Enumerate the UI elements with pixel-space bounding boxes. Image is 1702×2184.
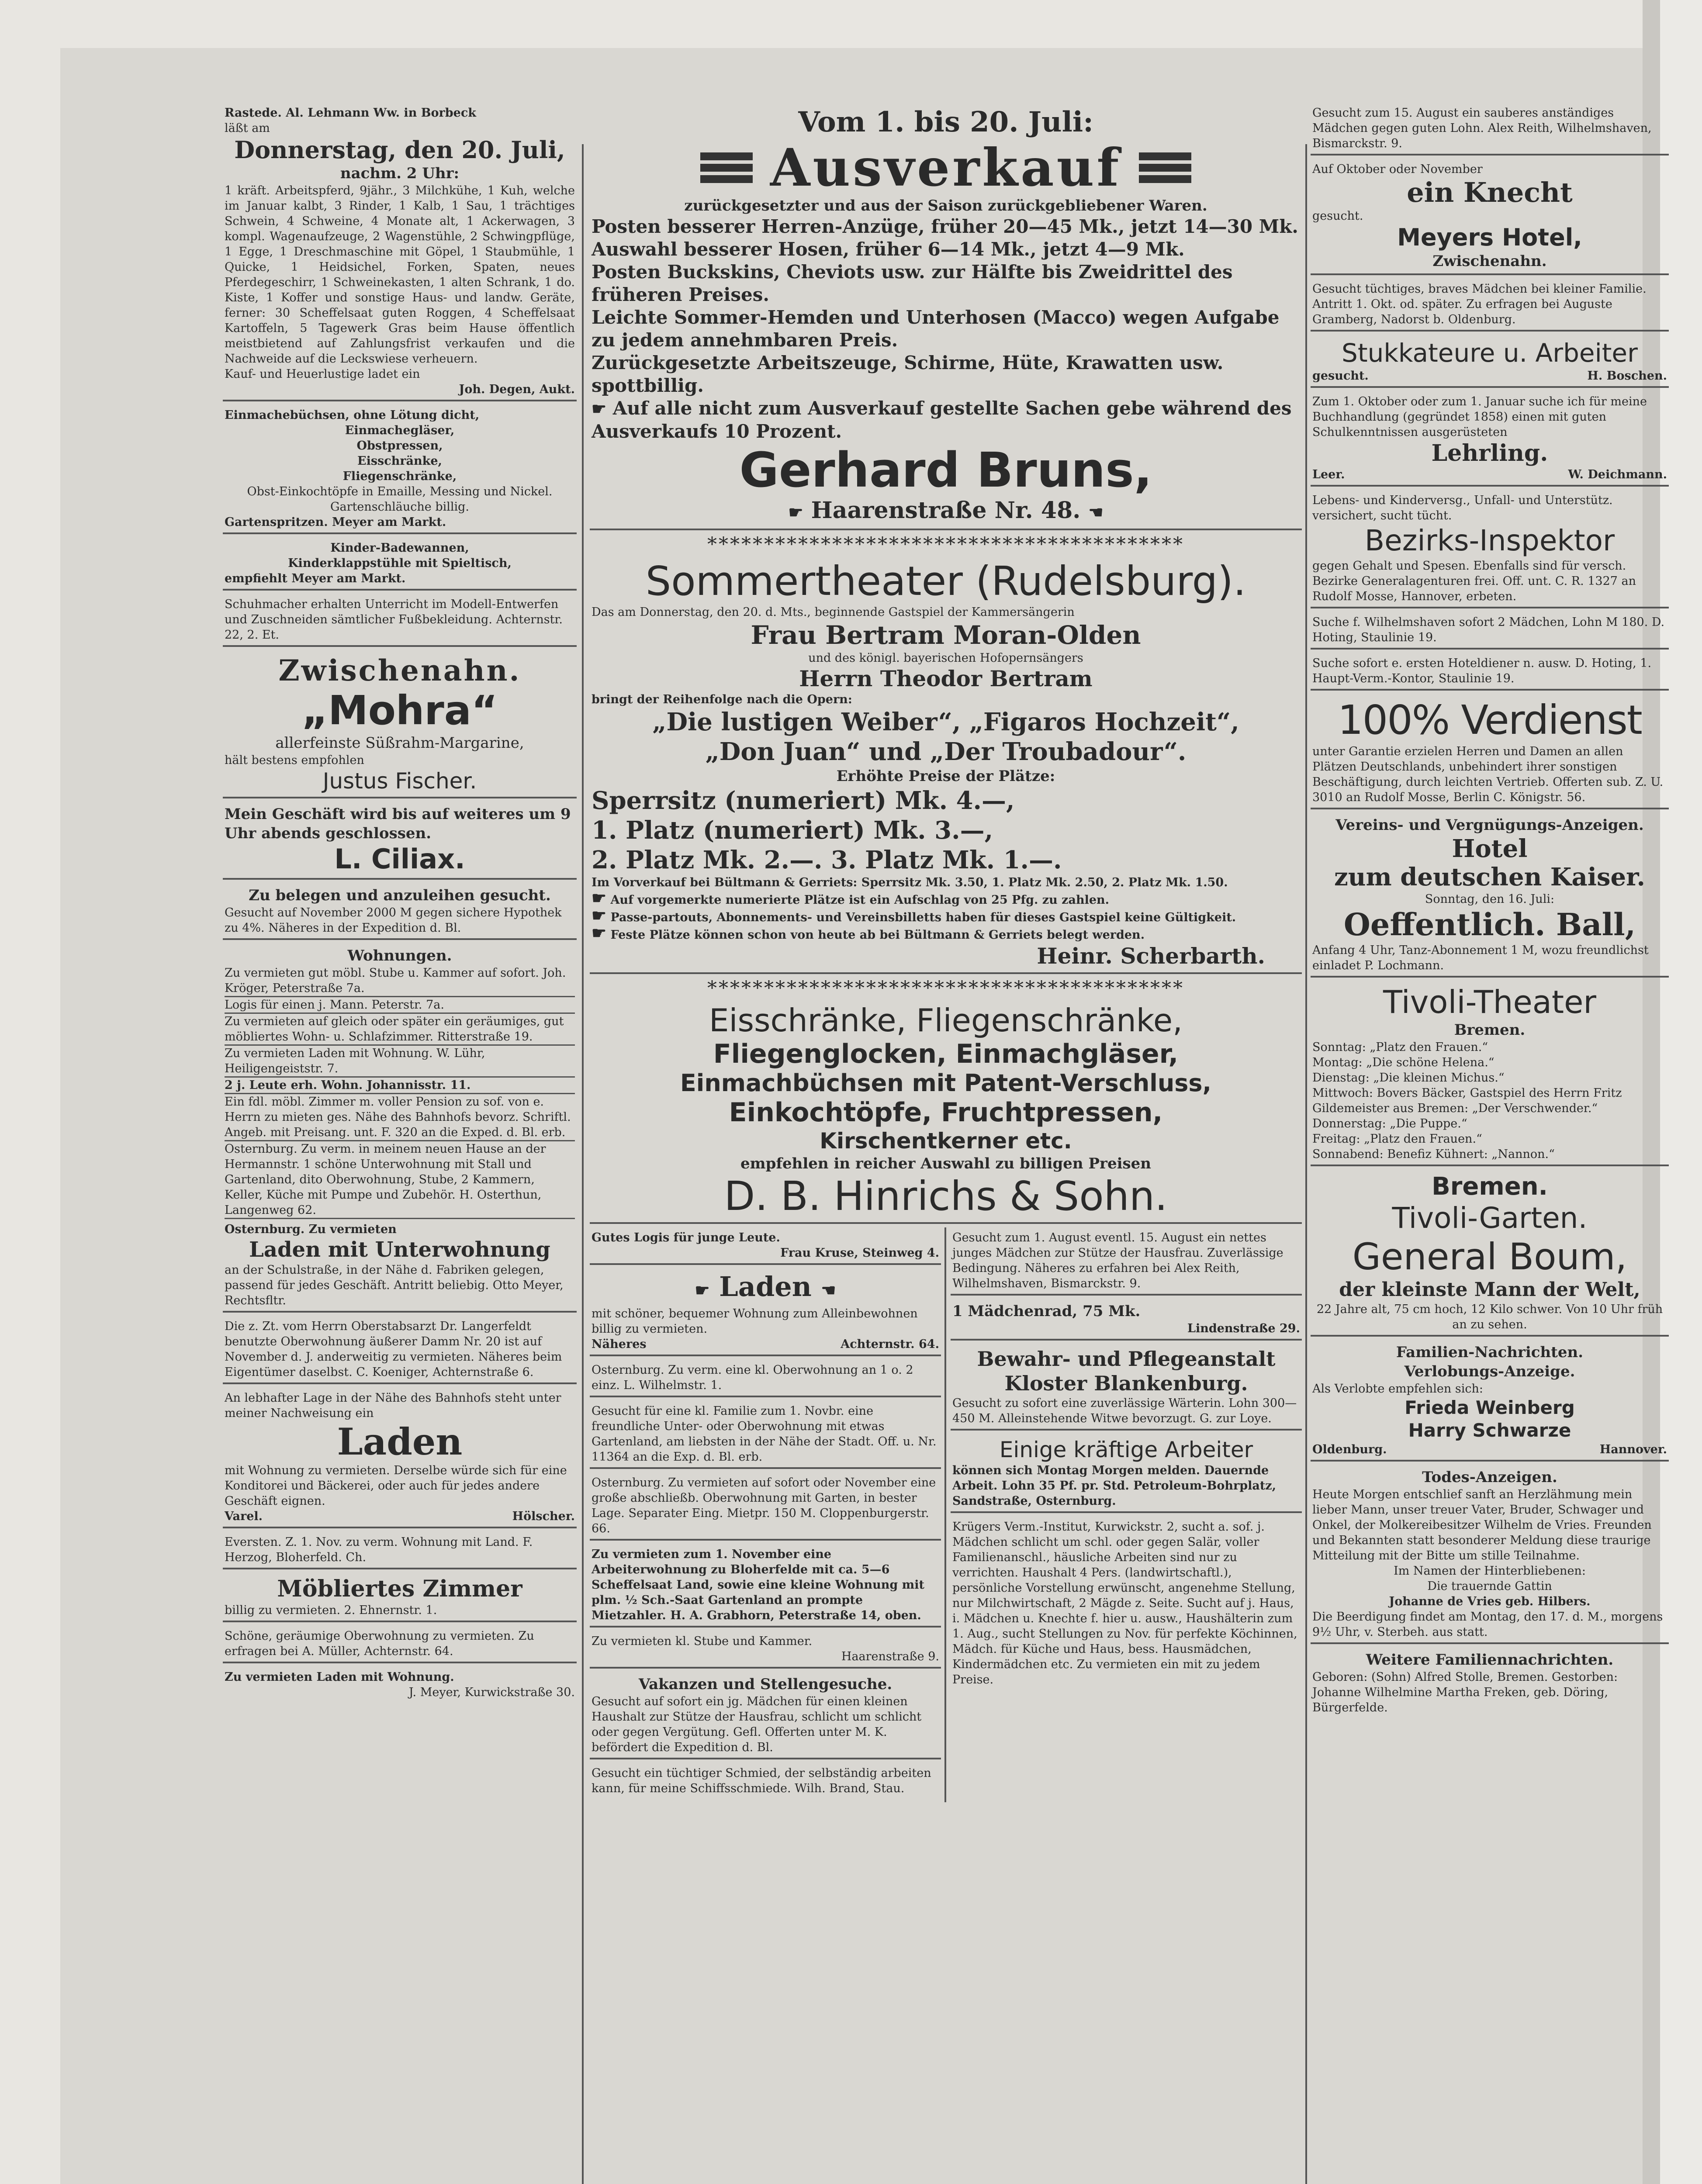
sommertheater-ad [590,556,1302,974]
laden-intro: An lebhafter Lage in der Nähe des Bahnhofs steht unter meiner Nachweisung ein [225,1391,561,1420]
ciliax-text: Mein Geschäft wird bis auf weiteres um 9 Uhr abends geschlossen. [225,805,571,842]
mohra-line-1: allerfeinste Süßrahm-Margarine, [275,734,524,752]
tivoli-theater-ad [1311,981,1669,1166]
center-lower-left [590,1227,946,1802]
laden-meyer-ad [223,1667,577,1703]
meyer-line-1: Einmachebüchsen, ohne Lötung dicht, [225,408,480,422]
theater-sig: Heinr. Scherbarth. [1037,943,1265,969]
lehrling-intro: Zum 1. Oktober oder zum 1. Januar suche ich für meine Buchhandlung (gegründet 1858) einen mit guten Schulkenntnissen ausgerüsteten [1312,395,1647,439]
mohra-town: Zwischenahn. [278,653,521,688]
theater-bring: bringt der Reihenfolge nach die Opern: [592,693,852,706]
laden-unterwohnung-ad [223,1219,577,1313]
wohnung-item-4: Zu vermieten Laden mit Wohnung. W. Lühr, Heiligengeiststr. 7. [225,1046,575,1078]
laden-unterwohnung-title: Laden mit Unterwohnung [249,1237,550,1262]
todes-body: Heute Morgen entschlief sanft an Herzlähmung mein lieber Mann, unser treuer Vater, Bruder, Schwager und Onkel, der Molkereibesitzer Wilhelm de Vries. Freunden und Bekannten statt besonderer Meldung diese traurige Mitteilung mit der Bitte um stille Teilnahme. [1312,1488,1652,1562]
arbeiter-ad [951,1434,1302,1513]
tivoli-garten-title: Tivoli-Garten. [1392,1201,1588,1235]
boum-sub: der kleinste Mann der Welt, [1339,1279,1640,1301]
kinder-ad [223,538,577,591]
center-lower-right [951,1227,1302,1802]
kinder-line-2: Kinderklappstühle mit Spieltisch, [288,556,512,570]
logis-ad [590,1227,941,1265]
pointing-hand-icon: ☚ [821,1280,836,1300]
pointing-hand-icon: ☛ [592,923,607,943]
arbeiterwohnung-ad [590,1544,941,1628]
theater-intro: Das am Donnerstag, den 20. d. Mts., beginnende Gastspiel der Kammersängerin [592,605,1075,619]
osternburg-garten-ad [590,1472,941,1541]
wohnungen-head: Wohnungen. [347,947,452,964]
ciliax-sig: L. Ciliax. [334,843,465,875]
mohra-ad [223,650,577,798]
theater-and: und des königl. bayerischen Hofopernsängers [808,651,1083,665]
mueller-text: Schöne, geräumige Oberwohnung zu vermieten. Zu erfragen bei A. Müller, Achternstr. 64. [225,1629,534,1658]
knecht-ad [1311,159,1669,275]
theater-price-1: Sperrsitz (numeriert) Mk. 4.—, [592,786,1015,815]
tivoli-program-7: Sonnabend: Benefiz Kühnert: „Nannon.“ [1312,1147,1555,1161]
familie-gesucht-ad [590,1401,941,1469]
maedchen-reith-text: Gesucht zum 1. August eventl. 15. August ein nettes junges Mädchen zur Stütze der Hausfrau. Zuverlässige Bedingung. Näheres zu erfahren bei Alex Reith, Wilhelmshaven, Bismarckstr. 9. [952,1231,1283,1290]
ausverkauf-line-2: Auswahl besserer Hosen, früher 6—14 Mk., jetzt 4—9 Mk. [592,238,1185,260]
bruns-firm: Gerhard Bruns, [739,442,1152,498]
wohnung-item-6: Ein fdl. möbl. Zimmer m. voller Pension zu sof. von e. Herrn zu mieten ges. Nähe des Bahnhofs bevorz. Schriftl. Angeb. mit Preisang. unt. F. 320 an die Exped. d. Bl. erb. [225,1094,575,1141]
todes-head: Todes-Anzeigen. [1422,1469,1557,1486]
lehrling-title: Lehrling. [1431,440,1548,467]
osternburg-kl-text: Osternburg. Zu verm. eine kl. Oberwohnung an 1 o. 2 einz. L. Wilhelmstr. 1. [592,1363,913,1392]
laden-meyer-line-1: Zu vermieten Laden mit Wohnung. [225,1670,454,1684]
laden-place: Varel. [225,1510,263,1523]
meyers-hotel: Meyers Hotel, [1397,224,1582,251]
laden-wohnung-title: Laden [719,1271,812,1303]
osternburg-garten-text: Osternburg. Zu vermieten auf sofort oder November eine große abschließb. Oberwohnung mit Garten, in bester Lage. Separater Eing. Mietpr. 150 M. Cloppenburgerstr. 66. [592,1476,936,1535]
auction-body: 1 kräft. Arbeitspferd, 9jähr., 3 Milchkühe, 1 Kuh, welche im Januar kalbt, 3 Rinder, 1 Kalb, 1 Sau, 1 trächtiges Schwein, 4 Schweine, 4 Monate alt, 1 Ackerwagen, 3 kompl. Wagenaufzeuge, 2 Wagenstühle, 2 Schwingpflüge, 1 Egge, 1 Dreschmaschine mit Göpel, 1 Staubmühle, 1 Quicke, 1 Heidsichel, Forken, Spaten, neues Pferdegeschirr, 1 Schweinekasten, 1 alten Schrank, 1 do. Kiste, 1 Koffer und sonstige Haus- und landw. Geräte, ferner: 30 Scheffelsaat guten Roggen, 4 Scheffelsaat Kartoffeln, 5 Tagewerk Gras beim Hause öffentlich meistbietend auf Zahlungsfrist verkaufen und die Nachweide auf die Leckswiese verheuern. [225,184,575,366]
oberwohnung-mueller-ad [223,1626,577,1663]
wohnung-item-7: Osternburg. Zu verm. in meinem neuen Hause an der Hermannstr. 1 schöne Unterwohnung mit Stall und Gartenland, dito Oberwohnung, Stube, 2 Kammern, Keller, Küche mit Pumpe und Zubehör. H. Osterthun, Langenweg 62. [225,1141,575,1219]
moebliertes-zimmer-ad [223,1573,577,1622]
verlobung-sub: Verlobungs-Anzeige. [1404,1363,1575,1380]
tivoli-program-4: Mittwoch: Bovers Bäcker, Gastspiel des Herrn Fritz Gildemeister aus Bremen: „Der Verschwender.“ [1312,1086,1622,1115]
maedchen-gramberg-ad [1311,279,1669,332]
column-left [223,103,577,2184]
general-boum: General Boum, [1352,1235,1627,1278]
bruns-address: Haarenstraße Nr. 48. [811,497,1081,524]
decor-bars-left [700,152,753,183]
stube-kammer-line-1: Zu vermieten kl. Stube und Kammer. [592,1635,813,1648]
meyer-line-5: Fliegenschränke, [342,470,457,483]
tivoli-theater-title: Tivoli-Theater [1383,984,1596,1020]
schuhmacher-ad [223,594,577,647]
hinrichs-firm: D. B. Hinrichs & Sohn. [724,1173,1168,1220]
meyer-line-4: Eisschränke, [357,454,442,468]
maedchenrad-line-2: Lindenstraße 29. [1187,1322,1300,1335]
boum-body: 22 Jahre alt, 75 cm hoch, 12 Kilo schwer. Von 10 Uhr früh an zu sehen. [1316,1303,1663,1331]
vakanzen-text: Gesucht auf sofort ein jg. Mädchen für einen kleinen Haushalt zur Stütze der Hausfrau, schlicht um schlicht oder gegen Vergütung. Gefl. Offerten unter M. K. befördert die Expedition d. Bl. [592,1695,922,1754]
pointing-hand-icon: ☛ [592,399,607,418]
todes-ad [1311,1465,1669,1644]
ausverkauf-line-1: Posten besserer Herren-Anzüge, früher 20—45 Mk., jetzt 14—30 Mk. [592,216,1298,237]
weitere-head: Weitere Familiennachrichten. [1366,1651,1614,1669]
mohra-sig: Justus Fischer. [322,768,477,794]
stukkateure-gesucht: gesucht. [1312,369,1369,383]
auction-sig-1: Kauf- und Heuerlustige ladet ein [225,367,420,381]
theater-prices-head: Erhöhte Preise der Plätze: [836,767,1055,785]
wohnung-item-5: 2 j. Leute erh. Wohn. Johannisstr. 11. [225,1078,575,1094]
zimmer-title: Möbliertes Zimmer [277,1576,522,1602]
kaiser-date: Sonntag, den 16. Juli: [1425,892,1555,906]
familien-head: Familien-Nachrichten. [1396,1344,1584,1361]
tivoli-program-3: Dienstag: „Die kleinen Michus.“ [1312,1071,1505,1085]
hoteldiener-text: Suche sofort e. ersten Hoteldiener n. ausw. D. Hoting, 1. Haupt-Verm.-Kontor, Staulinie 19. [1312,657,1652,685]
hoting-maedchen-text: Suche f. Wilhelmshaven sofort 2 Mädchen, Lohn M 180. D. Hoting, Staulinie 19. [1312,615,1665,644]
auction-ad [223,103,577,401]
tivoli-theater-city: Bremen. [1454,1021,1526,1039]
pointing-hand-icon: ☚ [1088,502,1104,522]
schmied-text: Gesucht ein tüchtiger Schmied, der selbständig arbeiten kann, für meine Schiffsschmiede. Wilh. Brand, Stau. [592,1766,931,1795]
maedchenrad-line-1: 1 Mädchenrad, 75 Mk. [952,1303,1141,1320]
column-right [1311,103,1669,2184]
stukkateure-ad [1311,335,1669,388]
laden-wohnung-sig-1: Näheres [592,1337,647,1351]
hinrichs-line-2: Einmachbüchsen mit Patent-Verschluss, [680,1069,1212,1097]
laden-unterwohnung-body: an der Schulstraße, in der Nähe d. Fabriken gelegen, passend für jedes Geschäft. Antritt beliebig. Otto Meyer, Rechtsfltr. [225,1263,564,1307]
pointing-hand-icon: ☛ [788,502,803,522]
theater-star-1: Frau Bertram Moran-Olden [751,620,1141,650]
kaiser-title-2: zum deutschen Kaiser. [1334,863,1646,892]
tivoli-garten-city: Bremen. [1432,1172,1548,1201]
kaiser-ad [1311,813,1669,978]
verdienst-ad [1311,694,1669,809]
auction-line-1: Rastede. Al. Lehmann Ww. in Borbeck [225,106,476,120]
weitere-ad [1311,1648,1669,1718]
todes-funeral: Die Beerdigung findet am Montag, den 17. d. M., morgens 9½ Uhr, v. Sterbeh. aus statt. [1312,1610,1663,1639]
hypothek-body: Gesucht auf November 2000 M gegen sichere Hypothek zu 4%. Näheres in der Expedition d. Bl. [225,906,562,935]
hinrichs-line-1: Fliegenglocken, Einmachgläser, [713,1039,1179,1069]
hinrichs-line-3: Einkochtöpfe, Fruchtpressen, [729,1097,1163,1128]
auction-time: nachm. 2 Uhr: [340,165,460,182]
blankenburg-body: Gesucht zu sofort eine zuverlässige Wärterin. Lohn 300—450 M. Alleinstehende Witwe bevorzugt. G. zur Loye. [952,1396,1297,1425]
ausverkauf-line-5: Zurückgesetzte Arbeitszeuge, Schirme, Hüte, Krawatten usw. spottbillig. [592,352,1224,396]
theater-title: Sommertheater (Rudelsburg). [645,558,1246,605]
knecht-intro: Auf Oktober oder November [1312,162,1483,176]
column-rule-1 [582,144,584,2184]
tivoli-program-2: Montag: „Die schöne Helena.“ [1312,1056,1494,1069]
hinrichs-recommend: empfehlen in reicher Auswahl zu billigen Preisen [740,1155,1151,1172]
kruegers-text: Krügers Verm.-Institut, Kurwickstr. 2, sucht a. sof. j. Mädchen schlicht um schl. oder gegen Salär, voller Familienanschl., häusliche Arbeiten sind nur zu verrichten. Haushalt 4 Pers. (landwirtschaftl.), persönliche Vorstellung erwünscht, angenehme Stellung, nur Milchwirtschaft, 2 Mägde z. Seite. Sucht auf j. Haus, i. Mädchen u. Knechte f. hier u. ausw., Haushälterin zum 1. Aug., sucht Stellungen zu Nov. für perfekte Köchinnen, Mädch. für Küche und Haus, bess. Hausmädchen, Kindermädchen etc. Zu vermieten ein mit zu jedem Preise. [952,1520,1297,1686]
verlobung-ad [1311,1340,1669,1462]
blankenburg-title-2: Kloster Blankenburg. [1004,1372,1248,1395]
theater-price-2: 1. Platz (numeriert) Mk. 3.—, [592,816,993,845]
inspektor-ad [1311,490,1669,608]
pointing-hand-icon: ☛ [695,1280,710,1300]
column-rule-2 [1305,144,1307,2184]
theater-operas-1: „Die lustigen Weiber“, „Figaros Hochzeit“, [652,708,1239,736]
wohnung-item-3: Zu vermieten auf gleich oder später ein geräumiges, gut möbliertes Wohn- u. Schlafzimmer. Ritterstraße 19. [225,1014,575,1046]
schuhmacher-text: Schuhmacher erhalten Unterricht im Modell-Entwerfen und Zuschneiden sämtlicher Fußbekleidung. Achternstr. 22, 2. Et. [225,598,563,642]
todes-sig-2: Die trauernde Gattin [1427,1579,1552,1593]
theater-vorverkauf: Im Vorverkauf bei Bültmann & Gerriets: Sperrsitz Mk. 3.50, 1. Platz Mk. 2.50, 2. Platz Mk. 1.50. [592,876,1228,889]
auction-date: Donnerstag, den 20. Juli, [234,136,565,164]
knecht-gesucht: gesucht. [1312,209,1363,223]
todes-sig-3: Johanne de Vries geb. Hilbers. [1389,1595,1591,1608]
laden-title: Laden [337,1420,463,1463]
laden-body: mit Wohnung zu vermieten. Derselbe würde sich für eine Konditorei und Bäckerei, oder auch für jedes andere Geschäft eignen. [225,1464,567,1508]
kinder-line-3: empfiehlt Meyer am Markt. [225,572,406,585]
vakanzen-head: Vakanzen und Stellengesuche. [638,1676,893,1693]
arbeiter-body: können sich Montag Morgen melden. Dauernde Arbeit. Lohn 35 Pf. pr. Std. Petroleum-Bohrplatz, Sandstraße, Osternburg. [952,1464,1276,1508]
meyer-line-7: Gartenschläuche billig. [330,500,470,514]
kruegers-ad [951,1517,1302,1690]
meyer-line-3: Obstpressen, [356,439,443,453]
pointing-hand-icon: ☛ [592,905,607,925]
kaiser-body: Anfang 4 Uhr, Tanz-Abonnement 1 M, wozu freundlichst einladet P. Lochmann. [1312,943,1649,972]
tivoli-garten-ad [1311,1170,1669,1337]
hinrichs-line-4: Kirschentkerner etc. [820,1128,1072,1154]
laden-unterwohnung-head: Osternburg. Zu vermieten [225,1223,397,1236]
wohnung-item-2: Logis für einen j. Mann. Peterstr. 7a. [225,997,575,1014]
oberwohnung-ad [223,1316,577,1384]
stube-kammer-line-2: Haarenstraße 9. [841,1650,939,1663]
todes-sig-1: Im Namen der Hinterbliebenen: [1394,1564,1586,1578]
stukkateure-sig: H. Boschen. [1587,369,1667,383]
wohnungen-section [223,943,577,1219]
decor-bars-right [1139,152,1191,183]
hypothek-head: Zu belegen und anzuleihen gesucht. [249,887,551,904]
ciliax-ad [223,802,577,880]
theater-price-3: 2. Platz Mk. 2.—. 3. Platz Mk. 1.—. [592,846,1062,874]
maedchen-gramberg-text: Gesucht tüchtiges, braves Mädchen bei kleiner Familie. Antritt 1. Okt. od. später. Zu erfragen bei Auguste Gramberg, Nadorst b. Oldenburg. [1312,282,1647,326]
hinrichs-title: Eisschränke, Fliegenschränke, [709,1002,1183,1039]
vakanzen-ad [590,1672,941,1759]
ausverkauf-title: Ausverkauf [770,137,1122,198]
kaiser-title-1: Hotel [1452,834,1528,863]
hypothek-ad [223,883,577,940]
blankenburg-title-1: Bewahr- und Pflegeanstalt [977,1347,1276,1371]
oberwohnung-text: Die z. Zt. vom Herrn Oberstabsarzt Dr. Langerfeldt benutzte Oberwohnung äußerer Damm Nr. 20 ist auf November d. J. anderweitig zu vermieten. Näheres beim Eigentümer daselbst. C. Koeniger, Achternstraße 6. [225,1320,562,1379]
ausverkauf-date: Vom 1. bis 20. Juli: [798,106,1093,138]
mohra-brand: „Mohra“ [301,687,498,734]
verlobung-intro: Als Verlobte empfehlen sich: [1312,1382,1483,1396]
meyers-hotel-place: Zwischenahn. [1432,252,1547,270]
stube-kammer-ad [590,1631,941,1669]
ausverkauf-ad [590,103,1302,530]
zimmer-body: billig zu vermieten. 2. Ehnernstr. 1. [225,1603,437,1617]
laden-ad [223,1388,577,1528]
tivoli-program-6: Freitag: „Platz den Frauen.“ [1312,1132,1482,1146]
kaiser-event: Oeffentlich. Ball, [1343,906,1636,943]
verdienst-body: unter Garantie erzielen Herren und Damen an allen Plätzen Deutschlands, unbehindert ihrer sonstigen Beschäftigung, durch leichten Vertrieb. Offerten sub. Z. U. 3010 an Rudolf Mosse, Berlin C. Königstr. 56. [1312,745,1664,804]
laden-meyer-line-2: J. Meyer, Kurwickstraße 30. [408,1686,575,1699]
inspektor-intro: Lebens- und Kinderversg., Unfall- und Unterstütz. versichert, sucht tücht. [1312,494,1613,522]
laden-wohnung-ad [590,1268,941,1356]
theater-note-2: Passe-partouts, Abonnements- und Vereinsbilletts haben für dieses Gastspiel keine Gültigkeit. [610,911,1236,924]
inspektor-title: Bezirks-Inspektor [1364,524,1615,557]
ausverkauf-line-3: Posten Buckskins, Cheviots usw. zur Hälfte bis Zweidrittel des früheren Preises. [592,261,1233,305]
ausverkauf-line-4: Leichte Sommer-Hemden und Unterhosen (Macco) wegen Aufgabe zu jedem annehmbaren Preis. [592,307,1280,351]
verdienst-title: 100% Verdienst [1338,697,1642,743]
meyer-goods-ad [223,405,577,534]
tivoli-program-5: Donnerstag: „Die Puppe.“ [1312,1117,1467,1130]
wohnung-item-1: Zu vermieten gut möbl. Stube u. Kammer auf sofort. Joh. Kröger, Peterstraße 7a. [225,965,575,997]
hoting-maedchen-ad [1311,612,1669,650]
eversten-ad [223,1532,577,1569]
schmied-ad [590,1763,941,1799]
pointing-hand-icon: ☛ [592,888,607,908]
tivoli-program-1: Sonntag: „Platz den Frauen.“ [1312,1040,1488,1054]
verlobt-place-2: Hannover. [1599,1443,1667,1456]
blankenburg-ad [951,1344,1302,1431]
vereins-head: Vereins- und Vergnügungs-Anzeigen. [1335,816,1644,834]
osternburg-kl-ad [590,1360,941,1397]
theater-star-2: Herrn Theodor Bertram [799,666,1093,691]
kinder-line-1: Kinder-Badewannen, [330,541,469,555]
maedchenrad-ad [951,1299,1302,1341]
meyer-line-2: Einmachegläser, [345,424,455,437]
lehrling-ad [1311,391,1669,487]
lehrling-place: Leer. [1312,468,1345,481]
star-divider-2: ****************************************** [707,978,1184,999]
eversten-text: Eversten. Z. 1. Nov. zu verm. Wohnung mit Land. F. Herzog, Bloherfeld. Ch. [225,1535,533,1564]
weitere-body: Geboren: (Sohn) Alfred Stolle, Bremen. Gestorben: Johanne Wilhelmine Martha Freken, geb. Döring, Bürgerfelde. [1312,1670,1618,1714]
logis-line-2: Frau Kruse, Steinweg 4. [780,1246,939,1260]
lehrling-sig: W. Deichmann. [1568,468,1667,481]
knecht-title: ein Knecht [1407,176,1573,208]
familie-gesucht-text: Gesucht für eine kl. Familie zum 1. Novbr. eine freundliche Unter- oder Oberwohnung mit etwas Gartenland, am liebsten in der Nähe der Stadt. Off. u. Nr. 11364 an die Exp. d. Bl. erb. [592,1404,937,1464]
verlobt-name-2: Harry Schwarze [1408,1420,1571,1441]
theater-operas-2: „Don Juan“ und „Der Troubadour“. [705,737,1187,766]
hoteldiener-ad [1311,653,1669,691]
mohra-line-2: hält bestens empfohlen [225,753,364,767]
verlobt-place-1: Oldenburg. [1312,1443,1387,1456]
maedchen-august-text: Gesucht zum 15. August ein sauberes anständiges Mädchen gegen guten Lohn. Alex Reith, Wilhelmshaven, Bismarckstr. 9. [1312,106,1652,150]
meyer-line-8: Gartenspritzen. Meyer am Markt. [225,515,446,529]
laden-wohnung-sig-2: Achternstr. 64. [841,1337,939,1351]
center-lower-split [590,1227,1302,1802]
auction-line-2: läßt am [225,121,270,135]
arbeiterwohnung-text: Zu vermieten zum 1. November eine Arbeiterwohnung zu Bloherfelde mit ca. 5—6 Scheffelsaat Land, sowie eine kleine Wohnung mit plm. ½ Sch.-Saat Gartenland an prompte Mietzahler. H. A. Grabhorn, Peterstraße 14, oben. [592,1548,924,1622]
ausverkauf-sub: zurückgesetzter und aus der Saison zurückgebliebener Waren. [684,197,1207,214]
column-center [590,103,1302,2184]
hinrichs-ad [590,999,1302,1224]
maedchen-august-ad [1311,103,1669,156]
stukkateure-title: Stukkateure u. Arbeiter [1342,338,1638,368]
arbeiter-title: Einige kräftige Arbeiter [999,1437,1253,1462]
theater-note-1: Auf vorgemerkte numerierte Plätze ist ein Aufschlag von 25 Pfg. zu zahlen. [610,893,1110,907]
theater-note-3: Feste Plätze können schon von heute ab bei Bültmann & Gerriets belegt werden. [610,928,1145,942]
star-divider-1: ****************************************** [707,534,1184,556]
laden-wohnung-body: mit schöner, bequemer Wohnung zum Alleinbewohnen billig zu vermieten. [592,1307,918,1336]
ausverkauf-note: Auf alle nicht zum Ausverkauf gestellte Sachen gebe während des Ausverkaufs 10 Prozent. [592,397,1292,442]
maedchen-reith-ad [951,1227,1302,1296]
laden-sig: Hölscher. [512,1510,575,1523]
verlobt-name-1: Frieda Weinberg [1404,1397,1575,1418]
logis-line-1: Gutes Logis für junge Leute. [592,1231,780,1244]
meyer-line-6: Obst-Einkochtöpfe in Emaille, Messing und Nickel. [247,485,553,498]
auction-sig-2: Joh. Degen, Aukt. [459,383,575,396]
inspektor-body: gegen Gehalt und Spesen. Ebenfalls sind für versch. Bezirke Generalagenturen frei. Off. unt. C. R. 1327 an Rudolf Mosse, Hannover, erbeten. [1312,559,1636,603]
